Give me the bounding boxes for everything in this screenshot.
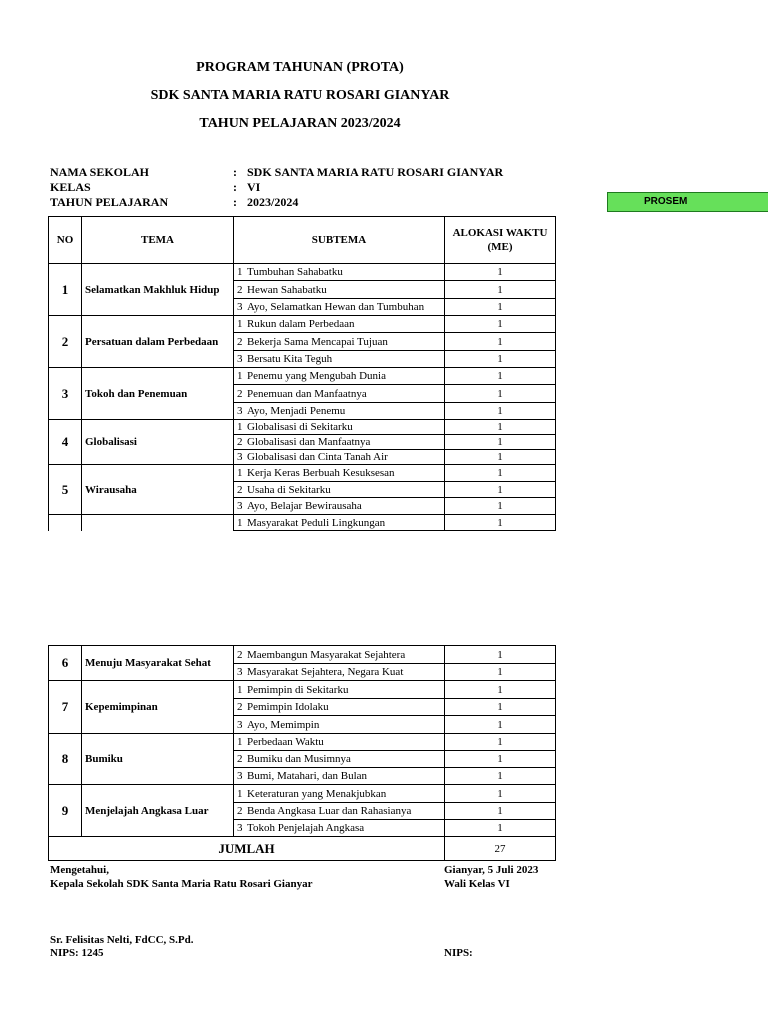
subtema-number: 2 [237,483,243,496]
subtema-text: Benda Angkasa Luar dan Rahasianya [247,805,412,817]
alokasi-cell: 1 [445,681,556,699]
prosem-button[interactable]: PROSEM [607,192,768,212]
subtema-number: 1 [237,736,243,748]
table-row [49,734,556,751]
subtema-number: 1 [237,421,243,433]
tema-number: 9 [49,785,82,837]
info-label: TAHUN PELAJARAN [50,195,169,209]
tema-number: 3 [49,368,82,420]
jumlah-label: JUMLAH [49,837,445,861]
subtema-number: 2 [237,805,243,817]
subtema-cell [234,264,445,281]
table-row [49,465,556,482]
subtema-cell [234,664,445,681]
subtema-cell [234,281,445,299]
alokasi-cell: 1 [445,734,556,751]
tema-number: 6 [49,646,82,681]
subtema-cell [234,368,445,385]
subtema-number: 1 [237,467,243,479]
subtema-cell [234,716,445,734]
table-row [49,515,556,531]
subtema-text: Ayo, Selamatkan Hewan dan Tumbuhan [247,301,425,313]
footer-wali-kelas: Wali Kelas VI [444,878,510,890]
alokasi-cell: 1 [445,435,556,450]
tema-number: 1 [49,264,82,316]
subtema-number: 3 [237,405,243,417]
jumlah-value: 27 [445,837,556,861]
subtema-cell [234,351,445,368]
alokasi-cell: 1 [445,368,556,385]
subtema-cell [234,385,445,403]
prota-table-part1 [48,216,556,531]
info-label: KELAS [50,180,91,194]
alokasi-cell: 1 [445,646,556,664]
subtema-number: 1 [237,318,243,330]
subtema-number: 1 [237,370,243,382]
subtema-text: Pemimpin di Sekitarku [247,683,349,696]
alokasi-cell: 1 [445,751,556,768]
subtema-cell [234,435,445,450]
table-row [49,646,556,664]
alokasi-cell: 1 [445,299,556,316]
subtema-text: Kerja Keras Berbuah Kesuksesan [247,467,395,479]
tema-number: 4 [49,420,82,465]
title-prota: PROGRAM TAHUNAN (PROTA) [196,60,404,75]
table-row [49,368,556,385]
header-no: NO [49,217,82,264]
tema-name: Globalisasi [82,420,234,465]
footer-principal-name: Sr. Felisitas Nelti, FdCC, S.Pd. [50,934,194,946]
subtema-cell [234,333,445,351]
subtema-cell [234,734,445,751]
alokasi-cell: 1 [445,785,556,803]
subtema-text: Bumi, Matahari, dan Bulan [247,770,368,782]
tema-number: 8 [49,734,82,785]
subtema-cell [234,316,445,333]
subtema-text: Usaha di Sekitarku [247,483,331,496]
subtema-cell [234,820,445,837]
subtema-text: Ayo, Belajar Bewirausaha [247,500,362,512]
subtema-number: 3 [237,770,243,782]
info-value: SDK SANTA MARIA RATU ROSARI GIANYAR [247,165,504,179]
tema-name-blank [82,515,234,531]
alokasi-cell: 1 [445,450,556,465]
subtema-text: Globalisasi dan Cinta Tanah Air [247,451,388,463]
subtema-text: Keteraturan yang Menakjubkan [247,787,387,800]
tema-number: 2 [49,316,82,368]
info-colon: : [233,165,237,179]
info-colon: : [233,195,237,209]
subtema-text: Bersatu Kita Teguh [247,353,333,365]
tema-name: Selamatkan Makhluk Hidup [82,264,234,316]
subtema-cell [234,699,445,716]
alokasi-cell: 1 [445,333,556,351]
subtema-text: Ayo, Menjadi Penemu [247,405,346,417]
alokasi-cell: 1 [445,482,556,498]
subtema-number: 3 [237,718,243,731]
alokasi-cell: 1 [445,768,556,785]
subtema-cell [234,751,445,768]
table-row [49,420,556,435]
subtema-number: 1 [237,516,243,529]
title-year: TAHUN PELAJARAN 2023/2024 [199,116,401,131]
subtema-cell [234,420,445,435]
footer-place-date: Gianyar, 5 Juli 2023 [444,864,539,876]
subtema-cell [234,299,445,316]
prota-table-part2 [48,645,556,861]
alokasi-cell: 1 [445,664,556,681]
jumlah-row [49,837,556,861]
subtema-cell [234,465,445,482]
subtema-number: 3 [237,822,243,834]
subtema-cell [234,515,445,531]
tema-name: Bumiku [82,734,234,785]
alokasi-cell: 1 [445,351,556,368]
tema-number-blank [49,515,82,531]
subtema-cell [234,681,445,699]
subtema-cell [234,403,445,420]
subtema-number: 3 [237,353,243,365]
footer-mengetahui: Mengetahui, [50,864,109,876]
subtema-number: 3 [237,451,243,463]
subtema-number: 2 [237,436,243,448]
subtema-text: Bumiku dan Musimnya [247,753,351,765]
header-alokasi: ALOKASI WAKTU (ME) [445,217,556,264]
tema-name: Wirausaha [82,465,234,515]
subtema-text: Tokoh Penjelajah Angkasa [247,822,365,834]
subtema-number: 2 [237,335,243,348]
alokasi-cell: 1 [445,515,556,531]
subtema-text: Pemimpin Idolaku [247,701,329,713]
alokasi-cell: 1 [445,385,556,403]
subtema-number: 1 [237,266,243,278]
subtema-text: Globalisasi dan Manfaatnya [247,436,371,448]
subtema-cell [234,498,445,515]
alokasi-cell: 1 [445,316,556,333]
table-header-row [49,217,556,264]
tema-name: Menuju Masyarakat Sehat [82,646,234,681]
table-row [49,785,556,803]
subtema-cell [234,785,445,803]
subtema-text: Hewan Sahabatku [247,283,327,296]
subtema-number: 3 [237,301,243,313]
subtema-text: Rukun dalam Perbedaan [247,318,355,330]
header-subtema: SUBTEMA [234,217,445,264]
subtema-number: 2 [237,701,243,713]
table-row [49,316,556,333]
subtema-number: 3 [237,666,243,678]
alokasi-cell: 1 [445,803,556,820]
subtema-text: Bekerja Sama Mencapai Tujuan [247,335,388,348]
subtema-number: 2 [237,753,243,765]
tema-name: Tokoh dan Penemuan [82,368,234,420]
subtema-text: Maembangun Masyarakat Sejahtera [247,648,406,661]
subtema-cell [234,450,445,465]
alokasi-cell: 1 [445,716,556,734]
subtema-text: Penemuan dan Manfaatnya [247,387,367,400]
alokasi-cell: 1 [445,699,556,716]
title-school: SDK SANTA MARIA RATU ROSARI GIANYAR [150,88,450,103]
subtema-number: 2 [237,283,243,296]
subtema-text: Ayo, Memimpin [247,718,320,731]
subtema-text: Penemu yang Mengubah Dunia [247,370,386,382]
alokasi-cell: 1 [445,498,556,515]
alokasi-cell: 1 [445,403,556,420]
subtema-text: Tumbuhan Sahabatku [247,266,343,278]
table-row [49,264,556,281]
info-label: NAMA SEKOLAH [50,165,150,179]
subtema-text: Globalisasi di Sekitarku [247,421,353,433]
tema-name: Persatuan dalam Perbedaan [82,316,234,368]
alokasi-cell: 1 [445,264,556,281]
subtema-number: 2 [237,387,243,400]
subtema-cell [234,646,445,664]
tema-number: 5 [49,465,82,515]
subtema-text: Perbedaan Waktu [247,736,324,748]
info-value: 2023/2024 [247,195,299,209]
tema-name: Menjelajah Angkasa Luar [82,785,234,837]
table-row [49,681,556,699]
alokasi-cell: 1 [445,420,556,435]
subtema-number: 1 [237,683,243,696]
footer-teacher-nips: NIPS: [444,947,473,959]
subtema-number: 2 [237,648,243,661]
subtema-number: 3 [237,500,243,512]
subtema-text: Masyarakat Sejahtera, Negara Kuat [247,666,404,678]
subtema-cell [234,768,445,785]
footer-kepala-sekolah: Kepala Sekolah SDK Santa Maria Ratu Rosari Gianyar [50,878,313,890]
alokasi-cell: 1 [445,281,556,299]
subtema-cell [234,803,445,820]
subtema-cell [234,482,445,498]
subtema-text: Masyarakat Peduli Lingkungan [247,516,386,529]
footer-principal-nips: NIPS: 1245 [50,947,104,959]
info-value: VI [247,180,261,194]
alokasi-cell: 1 [445,820,556,837]
subtema-number: 1 [237,787,243,800]
tema-number: 7 [49,681,82,734]
header-tema: TEMA [82,217,234,264]
tema-name: Kepemimpinan [82,681,234,734]
alokasi-cell: 1 [445,465,556,482]
info-colon: : [233,180,237,194]
